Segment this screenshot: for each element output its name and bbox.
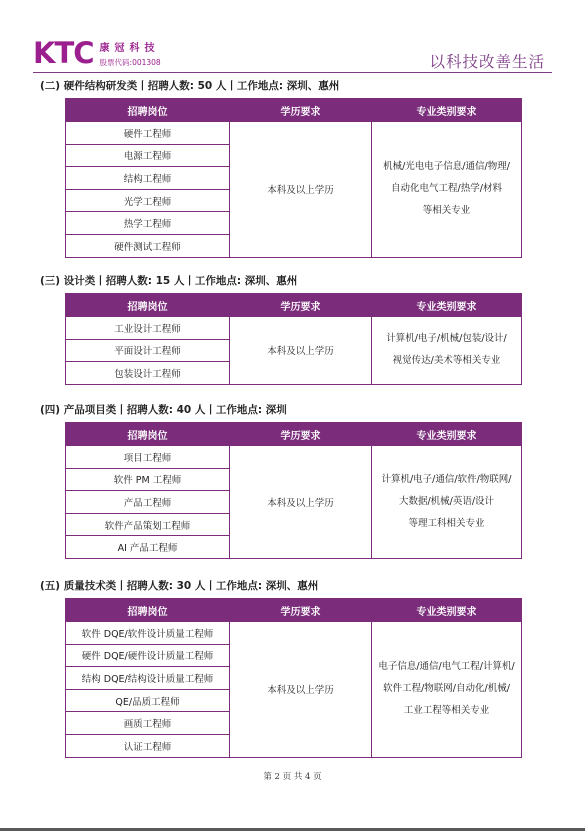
position-cell: 硬件测试工程师 <box>66 234 230 257</box>
majors-line: 软件工程/物联网/自动化/机械/ <box>383 683 510 695</box>
table-row <box>66 446 522 469</box>
job-table <box>65 98 522 258</box>
position-cell: 软件产品策划工程师 <box>66 513 230 536</box>
section-title: (四) 产品项目类丨招聘人数: 40 人丨工作地点: 深圳 <box>40 404 287 416</box>
education-cell: 本科及以上学历 <box>230 122 372 258</box>
position-cell: 热学工程师 <box>66 212 230 235</box>
column-header: 学历要求 <box>230 599 372 622</box>
position-cell: 结构 DQE/结构设计质量工程师 <box>66 667 230 690</box>
majors-line: 工业工程等相关专业 <box>403 705 490 717</box>
column-header: 专业类别要求 <box>372 294 522 317</box>
section-title: (五) 质量技术类丨招聘人数: 30 人丨工作地点: 深圳、惠州 <box>40 580 319 592</box>
table-row <box>66 622 522 645</box>
header-divider <box>33 72 552 73</box>
majors-cell <box>372 446 522 559</box>
majors-line: 自动化电气工程/热学/材料 <box>391 183 502 195</box>
majors-cell <box>372 122 522 258</box>
column-header: 招聘岗位 <box>66 99 230 122</box>
table-row <box>66 317 522 340</box>
position-cell: 画质工程师 <box>66 712 230 735</box>
position-cell: QE/品质工程师 <box>66 689 230 712</box>
position-cell: 产品工程师 <box>66 491 230 514</box>
majors-line: 计算机/电子/机械/包装/设计/ <box>386 333 507 345</box>
job-table <box>65 422 522 559</box>
recruitment-section <box>40 272 521 385</box>
position-cell: 光学工程师 <box>66 189 230 212</box>
position-cell: 软件 DQE/软件设计质量工程师 <box>66 622 230 645</box>
column-header: 专业类别要求 <box>372 599 522 622</box>
recruitment-section <box>40 577 521 758</box>
column-header: 专业类别要求 <box>372 99 522 122</box>
job-table <box>65 598 522 758</box>
position-cell: 结构工程师 <box>66 167 230 190</box>
page-header <box>0 0 585 73</box>
column-header: 学历要求 <box>230 423 372 446</box>
position-cell: 项目工程师 <box>66 446 230 469</box>
slogan: 以科技改善生活 <box>429 53 545 71</box>
majors-line: 计算机/电子/通信/软件/物联网/ <box>381 473 512 485</box>
majors-line: 机械/光电电子信息/通信/物理/ <box>383 161 510 173</box>
job-table <box>65 293 522 385</box>
recruitment-section <box>40 401 521 559</box>
majors-cell <box>372 622 522 758</box>
position-cell: AI 产品工程师 <box>66 536 230 559</box>
table-header-row <box>66 99 522 122</box>
position-cell: 硬件工程师 <box>66 122 230 145</box>
majors-cell <box>372 317 522 385</box>
majors-line: 视觉传达/美术等相关专业 <box>392 355 501 367</box>
company-logo <box>33 38 161 68</box>
table-header-row <box>66 423 522 446</box>
table-row <box>66 122 522 145</box>
column-header: 招聘岗位 <box>66 294 230 317</box>
position-cell: 平面设计工程师 <box>66 339 230 362</box>
logo-mark: KTC <box>33 36 94 70</box>
page-number: 第 2 页 共 4 页 <box>263 772 322 782</box>
table-header-row <box>66 599 522 622</box>
logo-stock-code: 股票代码:001308 <box>99 58 161 67</box>
table-header-row <box>66 294 522 317</box>
majors-line: 大数据/机械/英语/设计 <box>398 495 495 507</box>
section-title: (三) 设计类丨招聘人数: 15 人丨工作地点: 深圳、惠州 <box>40 275 298 287</box>
position-cell: 软件 PM 工程师 <box>66 468 230 491</box>
position-cell: 包装设计工程师 <box>66 362 230 385</box>
majors-line: 等理工科相关专业 <box>408 517 485 529</box>
education-cell: 本科及以上学历 <box>230 317 372 385</box>
majors-line: 电子信息/通信/电气工程/计算机/ <box>378 661 515 673</box>
position-cell: 认证工程师 <box>66 734 230 757</box>
majors-line: 等相关专业 <box>422 205 471 217</box>
position-cell: 电源工程师 <box>66 144 230 167</box>
column-header: 招聘岗位 <box>66 599 230 622</box>
position-cell: 硬件 DQE/硬件设计质量工程师 <box>66 644 230 667</box>
position-cell: 工业设计工程师 <box>66 317 230 340</box>
section-title: (二) 硬件结构研发类丨招聘人数: 50 人丨工作地点: 深圳、惠州 <box>40 80 340 92</box>
column-header: 专业类别要求 <box>372 423 522 446</box>
education-cell: 本科及以上学历 <box>230 446 372 559</box>
column-header: 学历要求 <box>230 294 372 317</box>
recruitment-section <box>40 77 521 258</box>
column-header: 招聘岗位 <box>66 423 230 446</box>
education-cell: 本科及以上学历 <box>230 622 372 758</box>
logo-company-name: 康冠科技 <box>99 43 160 54</box>
column-header: 学历要求 <box>230 99 372 122</box>
